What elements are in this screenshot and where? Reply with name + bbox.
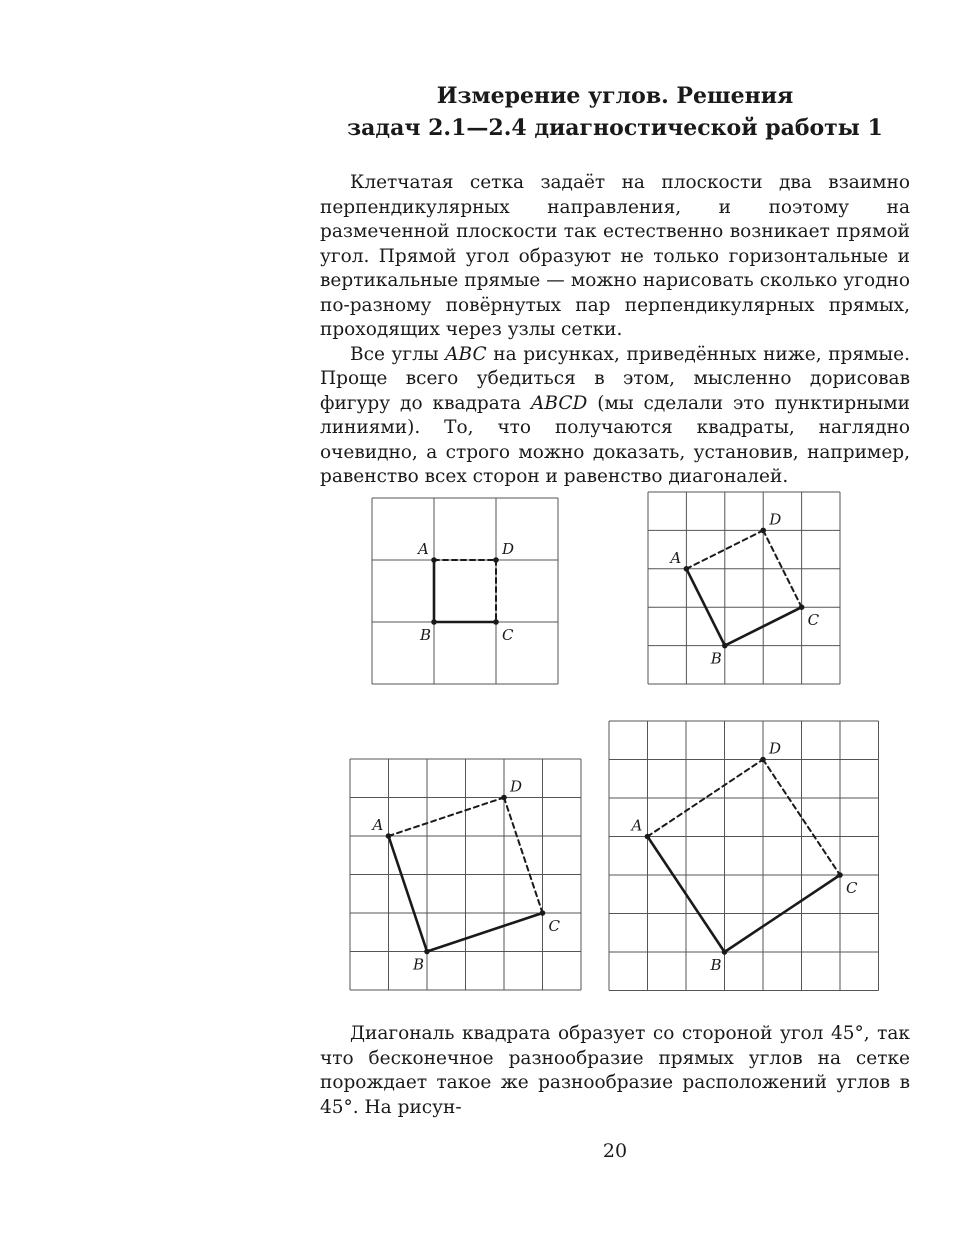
segment-bc [427,913,543,952]
paragraph-2 [320,343,910,490]
point-label-a: A [631,816,643,835]
segment-ab [389,836,428,952]
point-label-d: D [510,777,523,796]
point-c [493,619,499,625]
point-a [386,833,392,839]
page-title [320,80,910,144]
dashed-segment-dc [504,798,543,914]
point-label-a: A [418,540,429,558]
point-label-b: B [710,649,722,668]
point-d [760,757,766,763]
point-c [837,872,843,878]
point-c [540,910,546,916]
point-label-c: C [807,611,820,630]
paragraph-1: Клетчатая сетка задаёт на плоскости два взаимно перпендикулярных направления, и поэтому на размеченной плоскости так естественно возникает прямой угол. Прямой угол образуют не только горизонтальные и вертикальные прямые — можно нарисовать сколько угодно по-разному повёрнутых пар перпендикулярных прямых, проходящих через узлы сетки. [320,172,910,340]
point-c [799,604,805,610]
point-d [501,795,507,801]
page-number: 20 [602,1140,628,1162]
figure-4 [609,721,879,991]
point-label-b: B [420,626,432,644]
figure-3 [350,759,581,990]
figure-2 [648,492,840,684]
point-b [424,949,430,955]
figure-2-svg [648,492,840,684]
point-label-b: B [710,956,722,974]
point-label-d: D [769,739,782,758]
point-label-c: C [548,917,560,935]
figure-1 [372,498,558,684]
point-label-a: A [670,548,682,567]
square-abcd-label: ABCD [531,392,588,414]
dashed-segment-ad [389,798,505,837]
point-b [722,949,728,955]
point-a [645,834,651,840]
intro-text [320,171,910,490]
point-label-c: C [502,626,514,644]
closing-text [320,1022,910,1120]
point-label-d: D [769,510,782,529]
point-a [431,557,437,563]
figure-1-svg [372,498,558,684]
figure-4-svg [609,721,879,991]
point-label-d: D [502,540,515,558]
point-label-b: B [413,955,425,974]
point-d [760,528,766,534]
angle-abc-label: ABC [445,343,487,365]
point-b [431,619,437,625]
point-label-c: C [846,879,858,897]
paragraph-2-start: Все углы [350,343,446,365]
title-line-2: задач 2.1—2.4 диагностической работы 1 [347,115,883,141]
point-d [493,557,499,563]
point-label-a: A [372,816,384,834]
point-b [722,643,728,649]
paragraph-2-middle: на рисунках, приведённых ниже, прямые. Проще всего убедиться в этом, мысленно дорисовав фигуру до квадрата [320,343,910,414]
figure-3-svg [350,759,581,990]
point-a [684,566,690,572]
paragraph-2-end: (мы сделали это пунктирными линиями). То, что получаются квадраты, наглядно очевидно, а строго можно доказать, установив, например, равенство всех сторон и равенство диагоналей. [320,392,910,487]
paragraph-3: Диагональ квадрата образует со стороной угол 45°, так что бесконечное разнообразие прямых углов на сетке порождает такое же разнообразие расположений углов в 45°. На рисун- [320,1023,910,1118]
title-line-1: Измерение углов. Решения [436,83,794,109]
